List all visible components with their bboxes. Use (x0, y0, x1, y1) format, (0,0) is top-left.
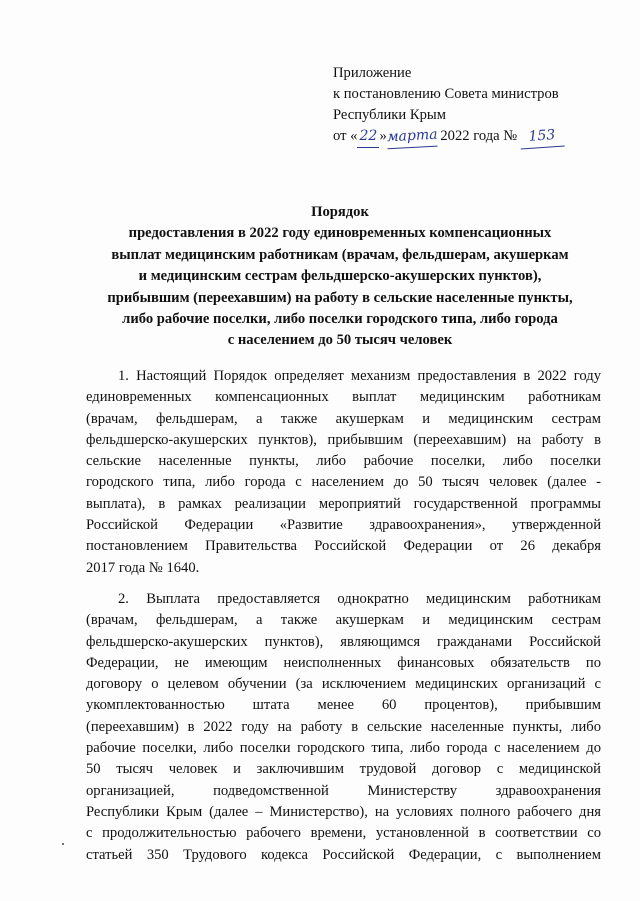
date-separator: » (379, 128, 387, 144)
appendix-date-line (333, 126, 623, 148)
document-body (86, 366, 601, 866)
paragraph-line: 50 тысяч человек и заключившим трудовой договор с медицинской (86, 761, 601, 778)
handwritten-month: марта (386, 125, 437, 150)
paragraph-line: (врачам, фельдшерам, а также акушеркам и медицинским сестрам (86, 410, 601, 427)
paragraph-line: организацией, подведомственной Министерству здравоохранения (86, 782, 601, 799)
title-line: выплат медицинским работникам (врачам, фельдшерам, акушеркам (111, 246, 569, 263)
title-line: прибывшим (переехавшим) на работу в сельские населенные пункты, (107, 289, 573, 306)
paragraph-line: Федерации, не имеющим неисполненных финансовых обязательств по (86, 654, 601, 671)
paragraph-line: единовременных компенсационных выплат медицинским работникам (86, 389, 601, 406)
paragraph-line: статьей 350 Трудового кодекса Российской Федерации, с выполнением (86, 846, 601, 863)
paragraph-line: городского типа, либо города с населением до 50 тысяч человек (далее - (86, 474, 601, 491)
paragraph-line: Российской Федерации «Развитие здравоохранения», утвержденной (86, 517, 601, 534)
appendix-block (333, 63, 623, 148)
title-line: либо рабочие поселки, либо поселки городского типа, либо города (122, 311, 558, 328)
paragraph-line: рабочие поселки, либо поселки городского типа, либо города с населением до (86, 740, 601, 757)
handwritten-number: 153 (519, 124, 564, 149)
appendix-line-2: к постановлению Совета министров (333, 86, 559, 102)
appendix-line-3: Республики Крым (333, 107, 446, 123)
paragraph-line: Республики Крым (далее – Министерство), на условиях полного рабочего дня (86, 803, 601, 820)
title-line: и медицинским сестрам фельдшерско-акушерских пунктов), (138, 268, 542, 285)
paragraph-2 (86, 589, 601, 866)
paragraph-line: (врачам, фельдшерам, а также акушеркам и медицинским сестрам (86, 612, 601, 629)
paragraph-line: фельдшерско-акушерских пунктов), прибывшим (переехавшим) на работу в (86, 431, 601, 448)
paragraph-line: договору о целевом обучении (за исключением медицинских организаций с (86, 676, 601, 693)
paragraph-line: с продолжительностью рабочего времени, установленной в соответствии со (86, 825, 601, 842)
paragraph-line: укомплектованностью штата менее 60 процентов), прибывшим (86, 697, 601, 714)
appendix-line-1: Приложение (333, 65, 412, 81)
title-line: предоставления в 2022 году единовременных компенсационных (128, 225, 552, 242)
paragraph-line: 2017 года № 1640. (86, 559, 200, 576)
paragraph-1 (86, 366, 601, 579)
paragraph-line: фельдшерско-акушерских пунктов), являющимся гражданами Российской (86, 633, 601, 650)
paragraph-line: (переехавшим) в 2022 году на работу в сельские населенные пункты, либо (86, 718, 601, 735)
paragraph-line: постановлением Правительства Российской Федерации от 26 декабря (86, 538, 601, 555)
title-line: с населением до 50 тысяч человек (227, 332, 453, 349)
document-title (60, 202, 620, 352)
title-heading: Порядок (311, 204, 369, 220)
date-prefix: от « (333, 128, 358, 144)
paragraph-line: выплата), в рамках реализации мероприятий государственной программы (86, 495, 601, 512)
paragraph-line: 1. Настоящий Порядок определяет механизм предоставления в 2022 году (118, 368, 601, 384)
paragraph-line: сельские населенные пункты, либо рабочие поселки, либо поселки (86, 453, 601, 470)
scan-speck (62, 843, 64, 845)
date-suffix: 2022 года № (436, 128, 518, 144)
paragraph-line: 2. Выплата предоставляется однократно медицинским работникам (118, 590, 601, 607)
handwritten-day: 22 (357, 126, 379, 148)
